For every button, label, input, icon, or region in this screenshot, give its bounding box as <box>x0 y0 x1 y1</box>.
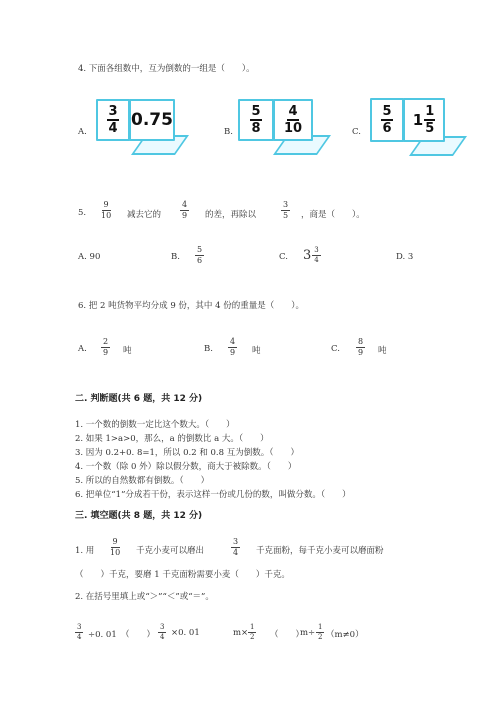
judge-item-3: 3. 因为 0.2+0. 8=1，所以 0.2 和 0.8 互为倒数。（ ） <box>75 448 299 458</box>
q4-option-c-book-image <box>370 96 470 166</box>
q5-option-a: A. 90 <box>78 252 101 262</box>
q6-option-b-letter: B. <box>204 344 213 354</box>
q5-fraction-3: $\frac{3}{5}$ <box>283 200 289 220</box>
q6-option-b-fraction: $\frac{4}{9}$ <box>230 337 236 357</box>
q5-text-2: 的差，再除以 <box>205 210 257 220</box>
fill-q2-expr-4-condition: （m≠0） <box>326 630 364 640</box>
q5-number: 5. <box>78 208 87 218</box>
fill-q1-text-2: 千克小麦可以磨出 <box>136 546 205 556</box>
judge-item-4: 4. 一个数（除 0 外）除以假分数，商大于被除数。（ ） <box>75 462 297 472</box>
fill-q1-text-3: 千克面粉，每千克小麦可以磨面粉 <box>256 546 384 556</box>
q5-option-c-mixed-number: 3 $\frac{3}{4}$ <box>303 246 319 264</box>
fraction-card-right: $\frac{4}{10}$ <box>273 99 313 141</box>
q5-text-3: ，商是（ ）。 <box>301 210 365 220</box>
q5-option-d: D. 3 <box>396 252 414 262</box>
fill-q2-stem: 2. 在括号里填上或“＞”“＜”或“＝”。 <box>75 592 214 602</box>
q6-option-b-unit: 吨 <box>252 346 261 356</box>
q5-fraction-2: $\frac{4}{9}$ <box>182 200 188 220</box>
fraction-card-left: $\frac{3}{4}$ <box>96 99 130 141</box>
judge-item-6: 6. 把单位“1”分成若干份，表示这样一份或几份的数，叫做分数。（ ） <box>75 490 351 500</box>
fraction-card-left: $\frac{5}{8}$ <box>238 99 274 141</box>
q5-option-b-letter: B. <box>171 252 180 262</box>
q6-option-a-unit: 吨 <box>123 346 132 356</box>
fraction-card-right: 1 $\frac{1}{5}$ <box>403 98 445 142</box>
judge-item-2: 2. 如果 1>a>0，那么，a 的倒数比 a 大。（ ） <box>75 434 269 444</box>
q4-option-a-letter: A. <box>78 127 87 137</box>
q6-option-c-unit: 吨 <box>378 346 387 356</box>
q4-option-c-letter: C. <box>352 127 361 137</box>
fill-q1-fraction-1: $\frac{9}{10}$ <box>110 537 121 557</box>
judge-item-1: 1. 一个数的倒数一定比这个数大。（ ） <box>75 420 235 430</box>
fill-q2-expr-2-fraction: $\frac{3}{4}$ <box>160 623 165 641</box>
q5-option-c-letter: C. <box>279 252 288 262</box>
q6-option-a-letter: A. <box>78 344 87 354</box>
q6-option-c-fraction: $\frac{8}{9}$ <box>358 337 364 357</box>
fraction-card-left: $\frac{5}{6}$ <box>370 98 404 142</box>
q4-option-a-book-image <box>96 97 191 167</box>
q6-stem: 6. 把 2 吨货物平均分成 9 份，其中 4 份的重量是（ ）。 <box>78 301 304 311</box>
judge-item-5: 5. 所以的自然数都有倒数。（ ） <box>75 476 210 486</box>
q4-option-b-letter: B. <box>224 127 233 137</box>
q6-option-c-letter: C. <box>331 344 340 354</box>
q5-option-b-fraction: $\frac{5}{6}$ <box>197 245 203 265</box>
q5-text-1: 减去它的 <box>127 210 162 220</box>
section-3-title: 三. 填空题(共 8 题，共 12 分) <box>75 511 203 521</box>
fill-q1-fraction-2: $\frac{3}{4}$ <box>233 537 239 557</box>
section-2-title: 二. 判断题(共 6 题，共 12 分) <box>75 394 203 404</box>
fraction-card-right: 0.75 <box>129 99 175 141</box>
q5-fraction-1: $\frac{9}{10}$ <box>101 200 112 220</box>
q4-stem: 4. 下面各组数中，互为倒数的一组是（ ）。 <box>78 64 255 74</box>
fill-q2-expr-3-blank: （ ） <box>270 630 305 640</box>
q6-option-a-fraction: $\frac{2}{9}$ <box>103 337 109 357</box>
fill-q1-line-2: （ ）千克，要磨 1 千克面粉需要小麦（ ）千克。 <box>75 570 290 580</box>
fill-q2-expr-4-fraction: $\frac{1}{2}$ <box>318 623 323 641</box>
fill-q2-expr-3-pre: m× <box>233 628 249 638</box>
fill-q2-expr-2-rest: ×0. 01 <box>171 628 200 638</box>
fill-q2-expr-4-pre: m÷ <box>300 628 316 638</box>
fill-q2-expr-1-fraction: $\frac{3}{4}$ <box>77 623 82 641</box>
fill-q2-expr-3-fraction: $\frac{1}{2}$ <box>250 623 255 641</box>
q4-option-b-book-image <box>238 97 333 167</box>
fill-q2-expr-1-rest: ÷0. 01 （ ） <box>88 630 156 640</box>
fill-q1-text-1: 1. 用 <box>75 546 95 556</box>
